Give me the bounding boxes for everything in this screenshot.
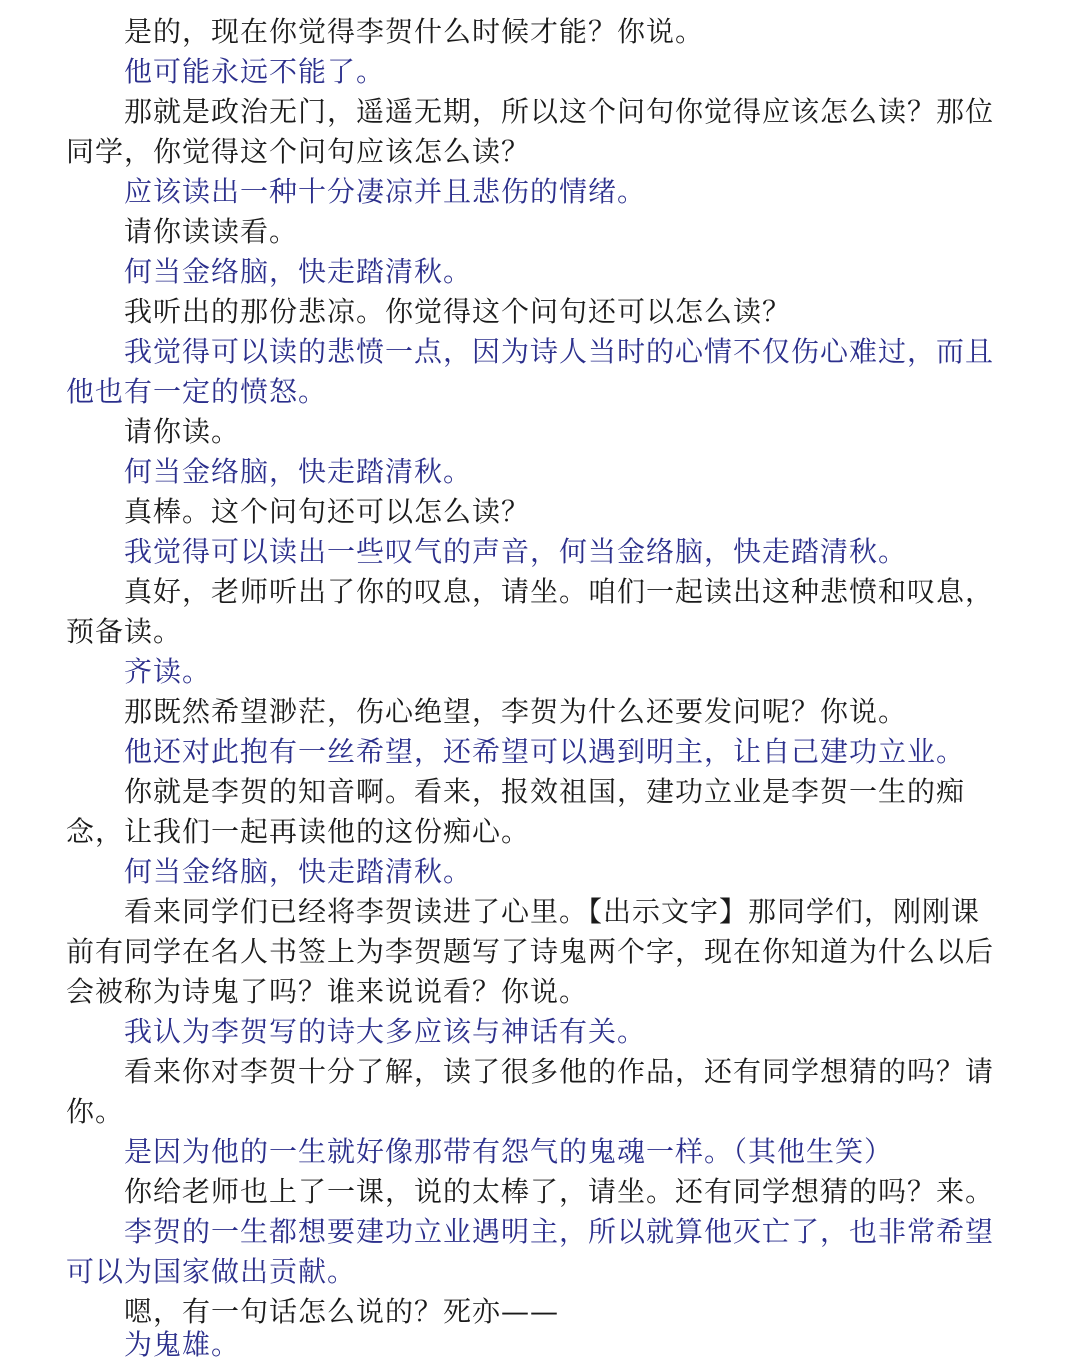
teacher-line: 嗯，有一句话怎么说的？死亦——: [124, 1295, 560, 1328]
student-line: 齐读。: [124, 655, 212, 688]
teacher-line: 请你读读看。: [124, 215, 299, 248]
teacher-line: 你就是李贺的知音啊。看来，报效祖国，建功立业是李贺一生的痴念，让我们一起再读他的这份痴心。: [66, 775, 966, 848]
student-line: 何当金络脑，快走踏清秋。: [124, 855, 473, 888]
teacher-line: 真棒。这个问句还可以怎么读？: [124, 495, 531, 528]
teacher-line: 我听出的那份悲凉。你觉得这个问句还可以怎么读？: [124, 295, 792, 328]
student-line: 何当金络脑，快走踏清秋。: [124, 455, 473, 488]
teacher-line: 请你读。: [124, 415, 241, 448]
student-line: 我觉得可以读的悲愤一点，因为诗人当时的心情不仅伤心难过，而且他也有一定的愤怒。: [66, 335, 995, 408]
student-line: 何当金络脑，快走踏清秋。: [124, 255, 473, 288]
student-line: 应该读出一种十分凄凉并且悲伤的情绪。: [124, 175, 647, 208]
teacher-line: 是的，现在你觉得李贺什么时候才能？你说。: [124, 15, 705, 48]
teacher-line: 看来你对李贺十分了解，读了很多他的作品，还有同学想猜的吗？请你。: [66, 1055, 995, 1128]
student-line: 李贺的一生都想要建功立业遇明主，所以就算他灭亡了，也非常希望可以为国家做出贡献。: [66, 1215, 995, 1288]
teacher-line: 真好，老师听出了你的叹息，请坐。咱们一起读出这种悲愤和叹息，预备读。: [66, 575, 995, 648]
teacher-line: 那就是政治无门，遥遥无期，所以这个问句你觉得应该怎么读？那位同学，你觉得这个问句应该怎么读？: [66, 95, 995, 168]
teacher-line: 你给老师也上了一课，说的太棒了，请坐。还有同学想猜的吗？来。: [124, 1175, 995, 1208]
student-line: 我觉得可以读出一些叹气的声音，何当金络脑，快走踏清秋。: [124, 535, 908, 568]
teacher-line: 看来同学们已经将李贺读进了心里。【出示文字】那同学们，刚刚课前有同学在名人书签上为李贺题写了诗鬼两个字，现在你知道为什么以后会被称为诗鬼了吗？谁来说说看？你说。: [66, 895, 995, 1008]
student-line: 为鬼雄。: [124, 1328, 241, 1361]
student-line: 是因为他的一生就好像那带有怨气的鬼魂一样。（其他生笑）: [124, 1135, 894, 1168]
teacher-line: 那既然希望渺茫，伤心绝望，李贺为什么还要发问呢？你说。: [124, 695, 908, 728]
student-line: 他可能永远不能了。: [124, 55, 386, 88]
student-line: 我认为李贺写的诗大多应该与神话有关。: [124, 1015, 647, 1048]
student-line: 他还对此抱有一丝希望，还希望可以遇到明主，让自己建功立业。: [124, 735, 966, 768]
